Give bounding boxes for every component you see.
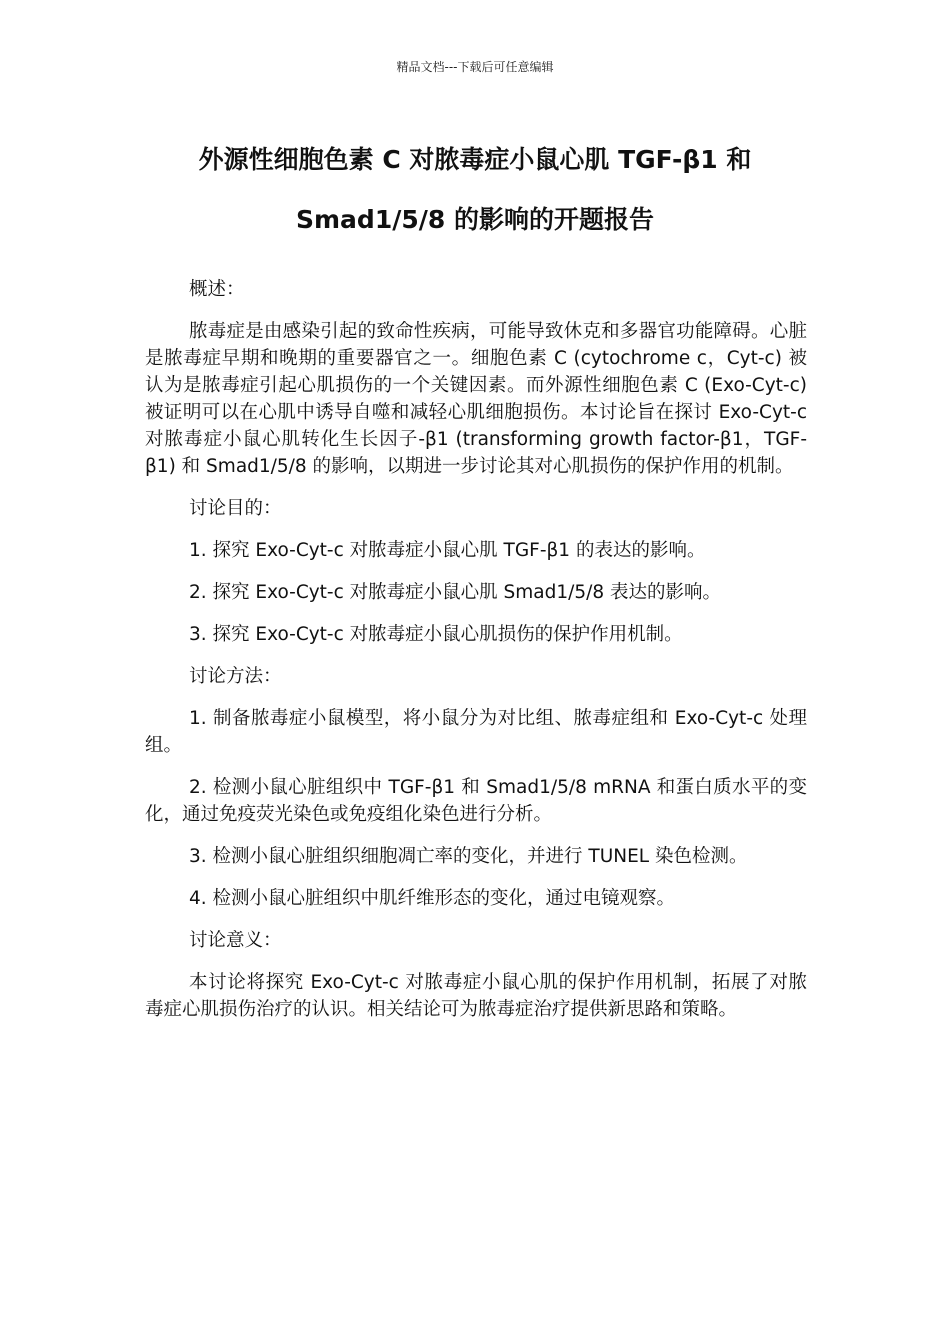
method-item-2: 2. 检测小鼠心脏组织中 TGF-β1 和 Smad1/5/8 mRNA 和蛋白质水平的变化，通过免疫荧光染色或免疫组化染色进行分析。 [145, 777, 807, 825]
significance-paragraph: 本讨论将探究 Exo-Cyt-c 对脓毒症小鼠心肌的保护作用机制，拓展了对脓毒症心肌损伤治疗的认识。相关结论可为脓毒症治疗提供新思路和策略。 [145, 972, 807, 1020]
purpose-item-1: 1. 探究 Exo-Cyt-c 对脓毒症小鼠心肌 TGF-β1 的表达的影响。 [189, 540, 706, 561]
method-item-1: 1. 制备脓毒症小鼠模型，将小鼠分为对比组、脓毒症组和 Exo-Cyt-c 处理组。 [145, 708, 807, 756]
purpose-item-3: 3. 探究 Exo-Cyt-c 对脓毒症小鼠心肌损伤的保护作用机制。 [189, 624, 683, 645]
document-title [100, 130, 850, 250]
title-line-2: Smad1/5/8 的影响的开题报告 [296, 205, 654, 234]
overview-heading: 概述： [189, 279, 245, 300]
method-item-3: 3. 检测小鼠心脏组织细胞凋亡率的变化，并进行 TUNEL 染色检测。 [189, 846, 748, 867]
overview-paragraph: 脓毒症是由感染引起的致命性疾病，可能导致休克和多器官功能障碍。心脏是脓毒症早期和晚期的重要器官之一。细胞色素 C (cytochrome c，Cyt-c) 被认为是脓毒症引起心肌损伤的一个关键因素。而外源性细胞色素 C (Exo-Cyt-c)被证明可以在心肌中诱导自噬和减轻心肌细胞损伤。本讨论旨在探讨 Exo-Cyt-c 对脓毒症小鼠心肌转化生长因子-β1 (transforming growth factor-β1，TGF-β1) 和 Smad1/5/8 的影响，以期进一步讨论其对心肌损伤的保护作用的机制。 [145, 321, 807, 477]
title-line-1: 外源性细胞色素 C 对脓毒症小鼠心肌 TGF-β1 和 [198, 145, 752, 174]
method-heading: 讨论方法： [189, 666, 282, 687]
significance-heading: 讨论意义： [189, 930, 282, 951]
purpose-heading: 讨论目的： [189, 498, 282, 519]
method-item-4: 4. 检测小鼠心脏组织中肌纤维形态的变化，通过电镜观察。 [189, 888, 676, 909]
document-body [145, 276, 807, 1038]
header-note: 精品文档---下载后可任意编辑 [396, 60, 554, 74]
purpose-item-2: 2. 探究 Exo-Cyt-c 对脓毒症小鼠心肌 Smad1/5/8 表达的影响。 [189, 582, 722, 603]
